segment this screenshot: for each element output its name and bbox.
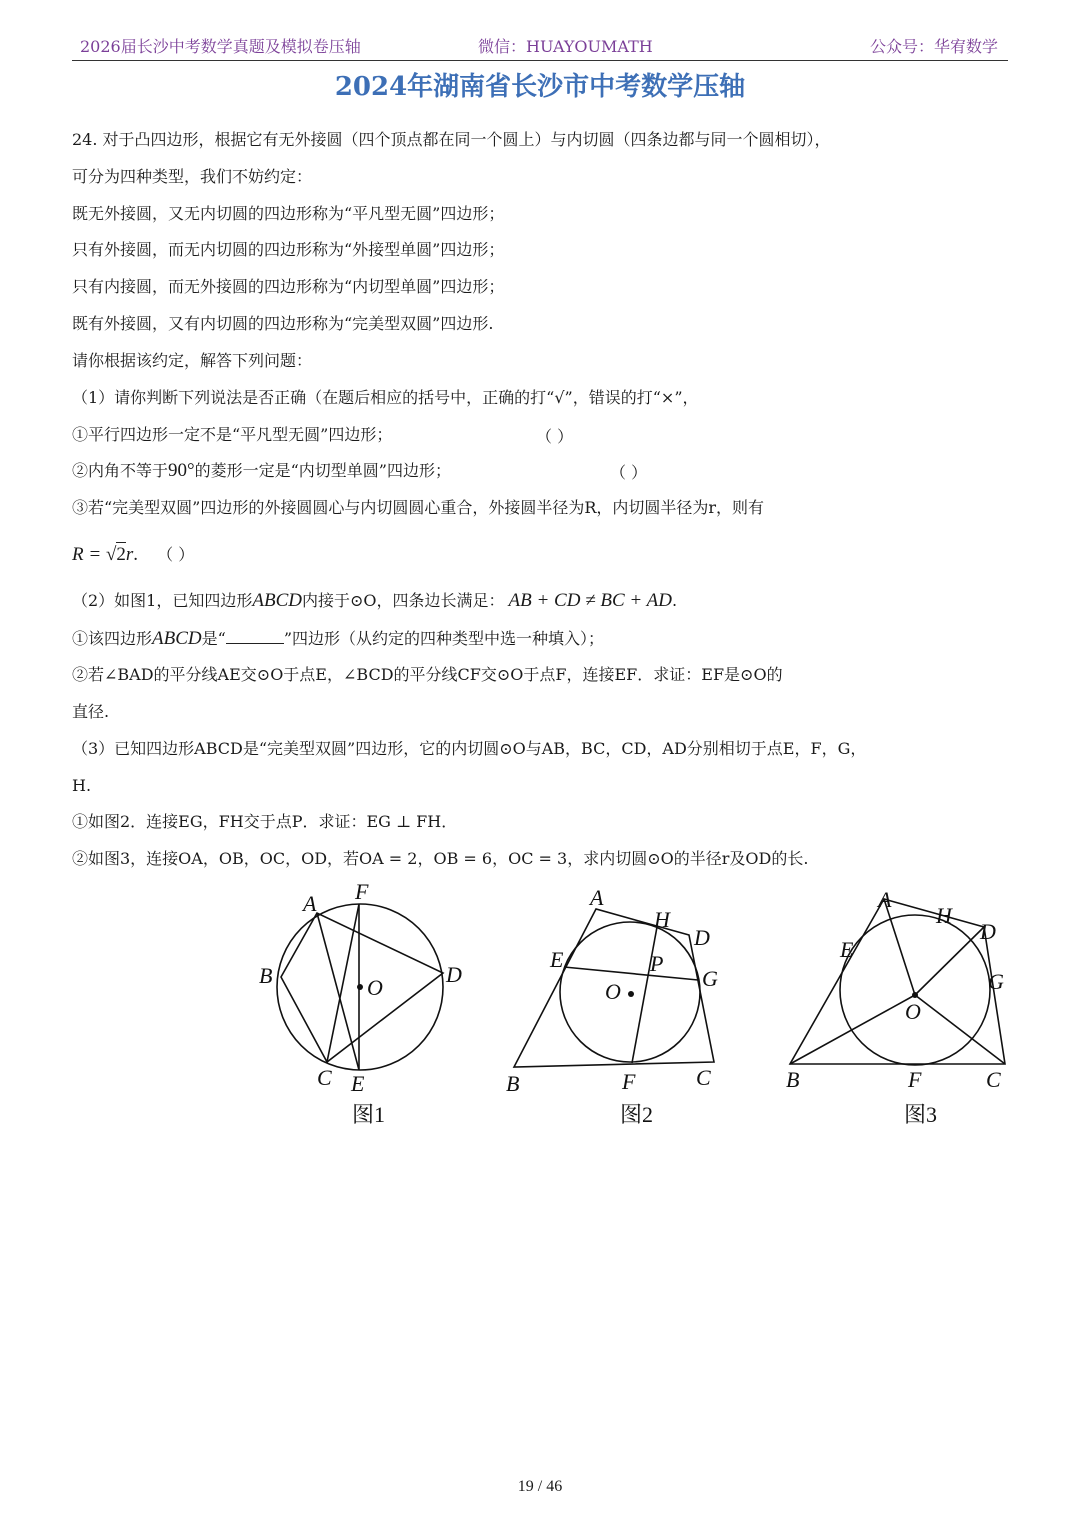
fig2-label-g: G bbox=[702, 966, 718, 991]
fig1-label-o: O bbox=[367, 975, 383, 1000]
part2-item-1 bbox=[72, 627, 1012, 650]
fill-in-blank[interactable] bbox=[226, 627, 284, 644]
part3-heading-cont: H. bbox=[72, 776, 92, 795]
quad-abcd-2: ABCD bbox=[152, 628, 202, 649]
fig2-label-c: C bbox=[696, 1065, 711, 1090]
part2-item-1-text-a: ①该四边形 bbox=[72, 629, 153, 648]
question-ask: 请你根据该约定，解答下列问题： bbox=[72, 351, 313, 370]
quad-abcd: ABCD bbox=[252, 590, 302, 611]
fig1-label-d: D bbox=[446, 962, 462, 987]
fig3-caption: 图3 bbox=[904, 1102, 938, 1127]
fig2-segment-eg bbox=[564, 967, 698, 980]
part1-item-1: ①平行四边形一定不是“平凡型无圆”四边形； bbox=[72, 425, 393, 444]
part1-item-3-equation bbox=[72, 544, 1012, 566]
fig2-label-d: D bbox=[694, 925, 710, 950]
fig1-segment-cf bbox=[327, 904, 359, 1062]
fig3-label-c: C bbox=[986, 1067, 1001, 1092]
part2-text-c: . bbox=[671, 591, 678, 610]
eq-lhs: R = bbox=[72, 544, 106, 565]
eq-r: r bbox=[125, 544, 134, 565]
part1-item-2-text-a: ②内角不等于 bbox=[72, 461, 169, 480]
part2-heading bbox=[72, 590, 1012, 612]
fig2-label-p: P bbox=[650, 951, 664, 976]
part1-item-2 bbox=[72, 460, 1012, 482]
angle-90: 90° bbox=[168, 460, 195, 481]
part2-item-1-text-b: 是“ bbox=[201, 629, 226, 648]
part3-heading: （3）已知四边形ABCD是“完美型双圆”四边形，它的内切圆⊙O与AB，BC，CD，AD分别相切于点E，F，G， bbox=[72, 739, 867, 758]
fig3-label-g: G bbox=[988, 969, 1004, 994]
answer-paren-2[interactable]: （ ） bbox=[610, 463, 648, 482]
page-header bbox=[72, 32, 1008, 61]
definition-2: 只有外接圆，而无内切圆的四边形称为“外接型单圆”四边形； bbox=[72, 240, 505, 259]
part2-item-2: ②若∠BAD的平分线AE交⊙O于点E，∠BCD的平分线CF交⊙O于点F，连接EF．求证：EF是⊙O的 bbox=[72, 665, 783, 684]
fig2-label-b: B bbox=[506, 1071, 520, 1096]
fig2-label-h: H bbox=[654, 907, 670, 932]
definition-4: 既有外接圆，又有内切圆的四边形称为“完美型双圆”四边形. bbox=[72, 314, 494, 333]
page-number: 19 / 46 bbox=[517, 1478, 563, 1495]
sqrt-two: √2 bbox=[105, 544, 126, 565]
fig2-label-a: A bbox=[590, 885, 604, 910]
fig3-label-h: H bbox=[936, 903, 952, 928]
part2-item-2-cont: 直径. bbox=[72, 702, 110, 721]
fig3-label-e: E bbox=[840, 937, 854, 962]
fig1-caption: 图1 bbox=[352, 1102, 386, 1127]
part3-item-2: ②如图3，连接OA，OB，OC，OD，若OA = 2，OB = 6，OC = 3，求内切圆⊙O的半径r及OD的长. bbox=[72, 849, 809, 868]
part2-item-1-text-c: ”四边形（从约定的四种类型中选一种填入）； bbox=[283, 629, 604, 648]
fig3-label-d: D bbox=[980, 919, 996, 944]
part1-item-2-text-b: 的菱形一定是“内切型单圆”四边形； bbox=[194, 461, 451, 480]
fig3-segment-oa bbox=[884, 899, 915, 995]
fig3-segment-od bbox=[915, 927, 984, 995]
part1-heading: （1）请你判断下列说法是否正确（在题后相应的括号中，正确的打“√”，错误的打“×”， bbox=[72, 388, 699, 407]
header-wechat: 微信：HUAYOUMATH bbox=[478, 37, 653, 56]
header-official-account: 公众号：华宥数学 bbox=[869, 37, 998, 56]
question-intro-line-1: 24. 对于凸四边形，根据它有无外接圆（四个顶点都在同一个圆上）与内切圆（四条边都与同一个圆相切）， bbox=[72, 130, 831, 149]
fig1-label-a: A bbox=[303, 891, 317, 916]
part3-item-1: ①如图2．连接EG，FH交于点P．求证：EG ⊥ FH． bbox=[72, 812, 458, 831]
fig3-segment-oc bbox=[915, 995, 1005, 1064]
figure-1 bbox=[255, 875, 475, 1135]
fig3-label-f: F bbox=[908, 1067, 922, 1092]
fig1-label-f: F bbox=[355, 879, 369, 904]
answer-paren-1[interactable]: （ ） bbox=[536, 427, 574, 446]
answer-paren-3[interactable]: （ ） bbox=[157, 545, 195, 564]
fig3-center-dot bbox=[912, 992, 918, 998]
side-inequality: AB + CD ≠ BC + AD bbox=[508, 590, 672, 611]
fig3-label-b: B bbox=[786, 1067, 800, 1092]
figure-3 bbox=[780, 875, 1020, 1135]
fig2-label-o: O bbox=[605, 979, 621, 1004]
part2-text-a: （2）如图1，已知四边形 bbox=[72, 591, 253, 610]
fig1-center-dot bbox=[357, 984, 363, 990]
fig3-label-a: A bbox=[878, 887, 892, 912]
fig1-label-e: E bbox=[351, 1071, 365, 1096]
question-intro-line-2: 可分为四种类型，我们不妨约定： bbox=[72, 167, 313, 186]
fig1-label-b: B bbox=[259, 963, 273, 988]
definition-3: 只有内接圆，而无外接圆的四边形称为“内切型单圆”四边形； bbox=[72, 277, 505, 296]
page-title: 2024年湖南省长沙市中考数学压轴 bbox=[334, 72, 746, 102]
definition-1: 既无外接圆，又无内切圆的四边形称为“平凡型无圆”四边形； bbox=[72, 204, 505, 223]
fig2-segment-fh bbox=[632, 927, 657, 1063]
fig2-label-f: F bbox=[622, 1069, 636, 1094]
header-left: 2026届长沙中考数学真题及模拟卷压轴 bbox=[80, 37, 361, 56]
fig2-center-dot bbox=[628, 991, 634, 997]
fig2-label-e: E bbox=[550, 947, 564, 972]
fig2-caption: 图2 bbox=[620, 1102, 654, 1127]
eq-end: . bbox=[133, 544, 139, 565]
figure-2 bbox=[500, 875, 740, 1135]
part2-text-b: 内接于⊙O，四条边长满足： bbox=[301, 591, 505, 610]
fig3-label-o: O bbox=[905, 999, 921, 1024]
part1-item-3: ③若“完美型双圆”四边形的外接圆圆心与内切圆圆心重合，外接圆半径为R，内切圆半径为r，则有 bbox=[72, 498, 765, 517]
fig1-label-c: C bbox=[317, 1065, 332, 1090]
